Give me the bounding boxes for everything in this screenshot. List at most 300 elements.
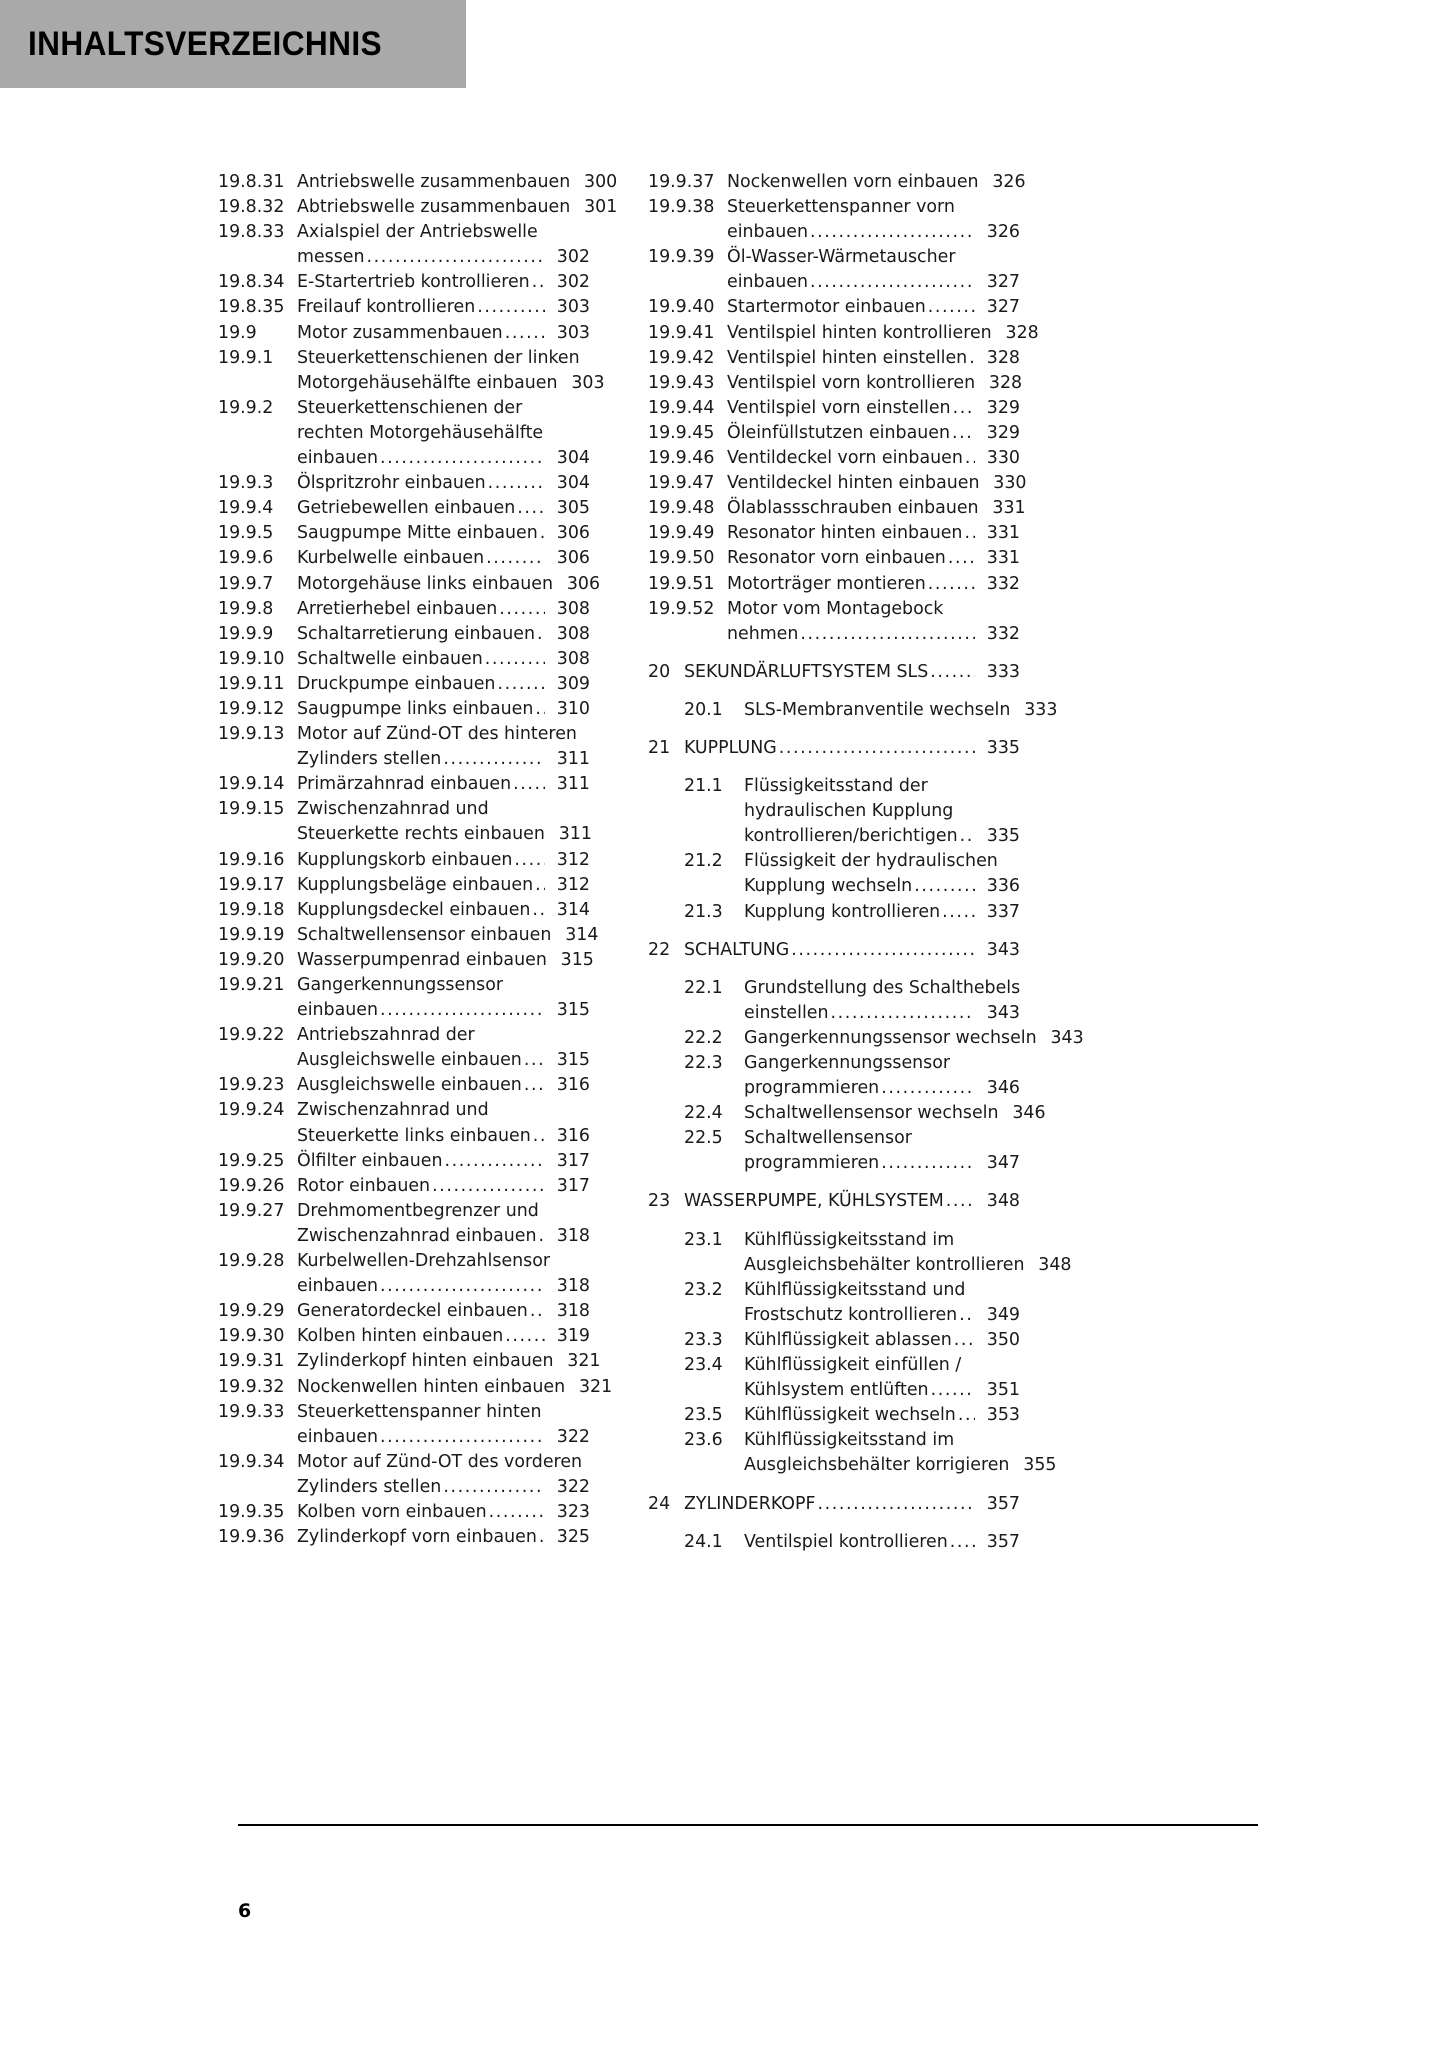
toc-entry[interactable] [648, 736, 1020, 761]
toc-entry[interactable] [218, 873, 590, 898]
toc-entry-number: 19.9.17 [218, 874, 285, 895]
toc-entry-title: Kolben vorn einbauen [297, 1501, 487, 1522]
toc-entry-page: 303 [556, 322, 590, 343]
toc-leader-dots [535, 697, 545, 722]
toc-entry[interactable] [218, 898, 590, 923]
toc-entry-title: Motor zusammenbauen [297, 322, 503, 343]
toc-entry-page: 309 [556, 673, 590, 694]
toc-entry-number: 19.9.23 [218, 1075, 285, 1096]
toc-entry[interactable] [648, 1051, 1020, 1101]
toc-entry-page: 346 [986, 1078, 1020, 1099]
toc-entry-body [297, 948, 594, 973]
toc-entry-number: 22.3 [684, 1053, 723, 1073]
toc-entry-number: 19.9.3 [218, 473, 274, 494]
toc-entry-body [727, 597, 1020, 647]
toc-leader-dots [539, 1224, 545, 1249]
toc-entry[interactable] [648, 1403, 1020, 1428]
toc-entry-title: Getriebewellen einbauen [297, 498, 516, 519]
toc-entry-body [297, 772, 590, 797]
toc-entry[interactable] [218, 346, 605, 396]
toc-leader-dots [540, 521, 545, 546]
toc-entry[interactable] [218, 321, 590, 346]
toc-leader-dots [499, 597, 545, 622]
toc-entry-number: 19.8.34 [218, 272, 285, 293]
toc-entry-body [727, 346, 1020, 371]
toc-entry-body [297, 1349, 601, 1374]
toc-entry[interactable] [648, 774, 1020, 849]
toc-entry[interactable] [218, 270, 590, 295]
toc-entry-page: 311 [556, 774, 590, 795]
toc-leader-dots [443, 1475, 545, 1500]
toc-entry-body [297, 471, 590, 496]
toc-entry[interactable] [648, 471, 1027, 496]
toc-entry-title: Ölspritzrohr einbauen [297, 473, 486, 494]
toc-entry-body [297, 672, 590, 697]
toc-entry-number: 19.9.14 [218, 774, 285, 795]
toc-entry-page: 318 [556, 1301, 590, 1322]
toc-entry-title: Ventildeckel hinten einbauen [727, 473, 980, 494]
toc-entry[interactable] [218, 1199, 590, 1249]
toc-entry-title: Ventilspiel hinten kontrollieren [727, 322, 992, 343]
toc-entry[interactable] [648, 1101, 1046, 1126]
toc-entry-number: 19.9.12 [218, 698, 285, 719]
toc-entry-page: 330 [986, 448, 1020, 469]
toc-leader-dots [959, 1303, 975, 1328]
toc-entry-body [684, 1189, 1020, 1214]
toc-entry-page: 343 [986, 1002, 1020, 1023]
toc-entry-title: SLS-Membranventile wechseln [744, 699, 1011, 720]
toc-entry-title: einbauen [297, 1276, 378, 1297]
toc-entry[interactable] [648, 1126, 1020, 1176]
toc-entry-body [297, 1073, 590, 1098]
toc-entry-title: Gangerkennungssensor wechseln [744, 1027, 1037, 1048]
toc-entry-title: Ventilspiel kontrollieren [744, 1531, 948, 1552]
toc-entry-page: 329 [986, 422, 1020, 443]
toc-entry-body [727, 371, 1023, 396]
toc-entry-number: 19.9.5 [218, 523, 274, 544]
toc-entry[interactable] [218, 973, 590, 1023]
toc-entry-number: 22.2 [684, 1027, 723, 1048]
toc-leader-dots [514, 848, 545, 873]
toc-entry-title: Zylinderkopf vorn einbauen [297, 1527, 537, 1548]
toc-entry-page: 328 [988, 372, 1023, 393]
toc-leader-dots [486, 546, 545, 571]
toc-entry[interactable] [648, 976, 1020, 1026]
toc-entry-title: Schaltwellensensor wechseln [744, 1103, 999, 1124]
toc-entry-body [744, 1101, 1046, 1126]
toc-leader-dots [380, 1425, 545, 1450]
toc-entry[interactable] [218, 1450, 590, 1500]
toc-entry[interactable] [218, 1149, 590, 1174]
toc-entry[interactable] [218, 572, 601, 597]
toc-leader-dots [958, 1403, 975, 1428]
toc-entry-page: 337 [986, 901, 1020, 922]
toc-leader-dots [443, 747, 545, 772]
toc-entry-title: Kupplung wechseln [744, 876, 913, 897]
toc-entry-page: 328 [986, 347, 1020, 368]
toc-entry-number: 19.9.37 [648, 172, 715, 192]
toc-entry[interactable] [648, 446, 1020, 471]
toc-entry[interactable] [648, 1026, 1084, 1051]
toc-leader-dots [517, 496, 545, 521]
toc-entry-number: 19.8.33 [218, 222, 285, 243]
toc-entry-number: 22.5 [684, 1128, 723, 1149]
toc-entry-body [727, 321, 1039, 346]
toc-entry-title: E-Startertrieb kontrollieren [297, 272, 530, 293]
toc-entry-body [744, 1428, 1057, 1478]
toc-leader-dots [524, 1073, 545, 1098]
toc-entry-body [727, 546, 1020, 571]
toc-entry[interactable] [648, 170, 1026, 195]
toc-leader-dots [432, 1174, 545, 1199]
toc-entry[interactable] [648, 1328, 1020, 1353]
toc-entry-title: Kühlflüssigkeit einfüllen / [744, 1355, 962, 1376]
toc-entry[interactable] [218, 1073, 590, 1098]
toc-entry-number: 19.9 [218, 322, 257, 343]
toc-leader-dots [950, 1530, 975, 1555]
toc-entry-title: Generatordeckel einbauen [297, 1301, 528, 1322]
toc-entry-title: einbauen [297, 1000, 378, 1021]
toc-entry[interactable] [218, 220, 590, 270]
toc-entry-title: Ventildeckel vorn einbauen [727, 448, 963, 469]
toc-entry[interactable] [218, 1525, 590, 1550]
toc-leader-dots [930, 660, 975, 685]
toc-entry-page: 317 [556, 1150, 590, 1171]
toc-entry-title: Steuerkette rechts einbauen [297, 824, 545, 845]
toc-entry-number: 19.9.29 [218, 1301, 285, 1322]
toc-entry-title: Kupplungskorb einbauen [297, 849, 513, 870]
toc-entry-page: 331 [992, 498, 1026, 519]
toc-leader-dots [914, 874, 975, 899]
toc-leader-dots [489, 1500, 545, 1525]
toc-entry-number: 19.9.15 [218, 799, 285, 820]
toc-entry-body [297, 797, 590, 847]
toc-leader-dots [942, 900, 975, 925]
toc-entry-body [297, 1174, 590, 1199]
toc-entry-body [297, 697, 590, 722]
toc-entry-page: 316 [556, 1075, 590, 1096]
toc-entry-number: 21.2 [684, 851, 723, 872]
toc-entry-number: 19.9.13 [218, 724, 285, 745]
toc-entry-number: 19.8.32 [218, 197, 285, 218]
toc-entry-page: 331 [986, 523, 1020, 544]
toc-entry[interactable] [648, 1492, 1020, 1517]
toc-entry-body [297, 898, 590, 923]
toc-leader-dots [524, 1048, 545, 1073]
toc-entry-title: ZYLINDERKOPF [684, 1493, 816, 1514]
toc-entry-number: 19.9.38 [648, 197, 715, 218]
toc-leader-dots [946, 1189, 975, 1214]
toc-entry-page: 330 [993, 473, 1027, 494]
toc-entry-page: 319 [556, 1326, 590, 1347]
toc-entry[interactable] [218, 195, 618, 220]
toc-leader-dots [532, 898, 545, 923]
toc-entry-title: Resonator hinten einbauen [727, 523, 963, 544]
toc-entry-title: Ausgleichswelle einbauen [297, 1075, 522, 1096]
toc-entry[interactable] [648, 572, 1020, 597]
toc-entry-title: Schaltwelle einbauen [297, 648, 483, 669]
toc-entry-number: 23.5 [684, 1405, 723, 1426]
toc-entry-title: nehmen [727, 623, 799, 644]
toc-leader-dots [881, 1076, 975, 1101]
toc-entry[interactable] [648, 521, 1020, 546]
toc-entry[interactable] [218, 1299, 590, 1324]
toc-entry-title: Gangerkennungssensor [297, 975, 504, 995]
toc-entry-title: Ausgleichswelle einbauen [297, 1050, 522, 1071]
toc-entry-body [684, 660, 1020, 685]
toc-entry-title: Saugpumpe Mitte einbauen [297, 523, 538, 544]
toc-entry-title: Startermotor einbauen [727, 297, 926, 318]
toc-entry[interactable] [218, 546, 590, 571]
toc-entry-page: 306 [556, 523, 590, 544]
toc-entry[interactable] [218, 597, 590, 622]
toc-entry-page: 349 [986, 1304, 1020, 1325]
toc-entry[interactable] [218, 647, 590, 672]
toc-entry-title: Motorgehäusehälfte einbauen [297, 372, 558, 393]
toc-entry-title: Steuerkettenschienen der linken [297, 347, 580, 368]
toc-entry-page: 332 [986, 573, 1020, 594]
toc-entry[interactable] [218, 1249, 590, 1299]
toc-entry[interactable] [648, 900, 1020, 925]
toc-entry-body [727, 295, 1020, 320]
toc-entry-title: Primärzahnrad einbauen [297, 774, 512, 795]
toc-entry-number: 19.8.35 [218, 297, 285, 318]
toc-entry-title: Zylinders stellen [297, 1476, 442, 1497]
toc-entry[interactable] [218, 848, 590, 873]
toc-leader-dots [380, 1274, 545, 1299]
toc-entry-page: 303 [556, 297, 590, 318]
toc-entry[interactable] [648, 1353, 1020, 1403]
toc-entry-body [744, 774, 1020, 849]
toc-entry[interactable] [648, 295, 1020, 320]
toc-entry[interactable] [648, 1428, 1057, 1478]
toc-entry-page: 300 [584, 172, 618, 192]
toc-entry[interactable] [218, 697, 590, 722]
toc-entry[interactable] [218, 1400, 590, 1450]
toc-entry[interactable] [218, 948, 594, 973]
toc-leader-dots [953, 396, 975, 421]
toc-entry-body [297, 973, 590, 1023]
toc-entry-title: Antriebswelle zusammenbauen [297, 172, 571, 192]
toc-entry-page: 318 [556, 1225, 590, 1246]
toc-leader-dots [530, 1299, 545, 1324]
toc-entry-title: Ölablassschrauben einbauen [727, 498, 979, 519]
toc-entry-body [297, 1299, 590, 1324]
toc-entry-body [744, 1126, 1020, 1176]
toc-leader-dots [960, 824, 975, 849]
toc-entry-title: einbauen [727, 222, 808, 243]
toc-entry-title: Zylinders stellen [297, 749, 442, 770]
toc-entry[interactable] [218, 496, 590, 521]
toc-entry-page: 314 [556, 899, 590, 920]
toc-entry-title: programmieren [744, 1153, 880, 1174]
toc-entry-title: Kühlflüssigkeitsstand und [744, 1279, 966, 1300]
toc-entry-body [297, 848, 590, 873]
page-title: INHALTSVERZEICHNIS [28, 24, 382, 63]
toc-leader-dots [931, 1378, 975, 1403]
toc-entry-page: 326 [992, 172, 1026, 192]
toc-entry[interactable] [218, 471, 590, 496]
toc-leader-dots [810, 220, 975, 245]
toc-entry-body [744, 1051, 1020, 1101]
toc-entry-title: Frostschutz kontrollieren [744, 1304, 958, 1325]
toc-entry[interactable] [648, 1530, 1020, 1555]
toc-entry-number: 23 [648, 1191, 671, 1212]
toc-entry-number: 20.1 [684, 699, 723, 720]
toc-entry-body [744, 698, 1058, 723]
toc-entry-number: 22.1 [684, 977, 723, 998]
toc-entry-number: 19.9.35 [218, 1501, 285, 1522]
toc-leader-dots [497, 672, 545, 697]
toc-entry-page: 323 [556, 1501, 590, 1522]
toc-entry-title: Kolben hinten einbauen [297, 1326, 504, 1347]
toc-entry-page: 308 [556, 648, 590, 669]
toc-leader-dots [928, 572, 975, 597]
toc-leader-dots [800, 622, 975, 647]
toc-entry-page: 306 [566, 573, 601, 594]
toc-entry[interactable] [648, 346, 1020, 371]
toc-entry-title: Nockenwellen hinten einbauen [297, 1376, 566, 1397]
toc-entry[interactable] [218, 722, 590, 772]
toc-entry[interactable] [218, 1500, 590, 1525]
toc-entry-number: 19.9.33 [218, 1401, 285, 1422]
toc-entry-body [297, 295, 590, 320]
toc-entry[interactable] [648, 698, 1058, 723]
toc-entry-title: Antriebszahnrad der [297, 1025, 475, 1046]
toc-entry-page: 302 [556, 272, 590, 293]
toc-entry[interactable] [218, 772, 590, 797]
toc-leader-dots [505, 321, 545, 346]
toc-entry[interactable] [648, 849, 1020, 899]
toc-entry-title: Zwischenzahnrad und [297, 1100, 489, 1121]
toc-entry-number: 19.9.2 [218, 397, 274, 418]
toc-entry[interactable] [218, 797, 590, 847]
toc-entry-number: 19.9.11 [218, 673, 285, 694]
toc-entry-number: 19.9.16 [218, 849, 285, 870]
toc-entry-page: 305 [556, 498, 590, 519]
toc-entry[interactable] [218, 1375, 613, 1400]
toc-entry-number: 19.9.19 [218, 924, 285, 945]
toc-entry-number: 19.9.49 [648, 523, 715, 544]
toc-entry-body [297, 1500, 590, 1525]
toc-entry-page: 322 [556, 1426, 590, 1447]
toc-entry-body [727, 572, 1020, 597]
toc-entry-title: Kühlflüssigkeit ablassen [744, 1329, 952, 1350]
toc-entry-body [297, 1098, 590, 1148]
table-of-contents [0, 170, 1445, 1555]
toc-entry-body [297, 1324, 590, 1349]
toc-entry-title: Motor auf Zünd-OT des vorderen [297, 1451, 583, 1472]
toc-entry-title: Abtriebswelle zusammenbauen [297, 197, 571, 218]
toc-entry[interactable] [648, 546, 1020, 571]
toc-entry-number: 23.6 [684, 1430, 723, 1451]
toc-entry-title: Zwischenzahnrad und [297, 799, 489, 820]
toc-entry[interactable] [648, 938, 1020, 963]
toc-entry-number: 19.9.30 [218, 1326, 285, 1347]
toc-entry-title: Drehmomentbegrenzer und [297, 1200, 539, 1221]
toc-entry-body [744, 1530, 1020, 1555]
toc-entry-page: 303 [571, 372, 605, 393]
toc-entry-body [297, 647, 590, 672]
toc-entry-title: Steuerkettenspanner hinten [297, 1401, 542, 1422]
toc-entry-title: rechten Motorgehäusehälfte [297, 422, 544, 443]
toc-entry[interactable] [648, 321, 1039, 346]
toc-entry[interactable] [218, 1098, 590, 1148]
toc-entry[interactable] [648, 1278, 1020, 1328]
toc-entry[interactable] [648, 1228, 1072, 1278]
toc-entry-number: 19.9.51 [648, 573, 715, 594]
toc-entry-page: 322 [556, 1476, 590, 1497]
toc-entry[interactable] [218, 295, 590, 320]
toc-entry-number: 19.9.1 [218, 347, 274, 368]
toc-entry[interactable] [218, 622, 590, 647]
toc-entry[interactable] [648, 371, 1023, 396]
toc-entry[interactable] [218, 170, 618, 195]
toc-entry-page: 348 [986, 1191, 1020, 1212]
toc-entry-body [297, 597, 590, 622]
toc-entry[interactable] [648, 597, 1020, 647]
toc-entry[interactable] [218, 1023, 590, 1073]
toc-entry-body [727, 521, 1020, 546]
toc-entry[interactable] [648, 496, 1026, 521]
toc-entry-page: 311 [558, 824, 592, 845]
toc-leader-dots [965, 446, 975, 471]
toc-entry-page: 321 [578, 1376, 613, 1397]
toc-entry[interactable] [218, 1349, 601, 1374]
toc-entry-number: 19.8.31 [218, 172, 285, 192]
toc-entry-page: 315 [556, 1000, 590, 1021]
toc-entry-number: 22.4 [684, 1103, 723, 1124]
toc-leader-dots [537, 622, 545, 647]
toc-entry[interactable] [218, 1324, 590, 1349]
toc-entry-number: 19.9.50 [648, 548, 715, 569]
toc-entry-body [297, 572, 601, 597]
toc-entry[interactable] [218, 923, 599, 948]
toc-entry-title: Zylinderkopf hinten einbauen [297, 1351, 554, 1372]
toc-entry-title: Flüssigkeit der hydraulischen [744, 851, 998, 872]
toc-entry[interactable] [218, 396, 590, 471]
toc-entry-title: einbauen [297, 448, 378, 469]
toc-entry-page: 317 [556, 1175, 590, 1196]
toc-entry-title: SCHALTUNG [684, 939, 790, 960]
toc-entry[interactable] [218, 1174, 590, 1199]
toc-entry-page: 325 [556, 1527, 590, 1548]
toc-entry-body [744, 849, 1020, 899]
toc-entry-page: 329 [986, 397, 1020, 418]
toc-leader-dots [535, 873, 545, 898]
toc-entry-title: Kupplungsbeläge einbauen [297, 874, 534, 895]
toc-leader-dots [969, 346, 975, 371]
toc-entry-title: Schaltwellensensor einbauen [297, 924, 552, 945]
toc-entry-body [744, 900, 1020, 925]
toc-entry[interactable] [648, 660, 1020, 685]
toc-entry[interactable] [218, 672, 590, 697]
toc-entry[interactable] [648, 396, 1020, 421]
toc-entry[interactable] [648, 421, 1020, 446]
toc-entry[interactable] [218, 521, 590, 546]
toc-entry[interactable] [648, 1189, 1020, 1214]
toc-leader-dots [539, 1525, 545, 1550]
toc-entry-number: 22 [648, 939, 671, 960]
toc-entry-title: Steuerkettenspanner vorn [727, 197, 955, 218]
toc-entry-title: Arretierhebel einbauen [297, 598, 498, 619]
toc-entry-title: Ölfilter einbauen [297, 1150, 443, 1171]
toc-entry-number: 19.9.34 [218, 1451, 285, 1472]
toc-entry[interactable] [648, 195, 1020, 245]
toc-entry-title: Kühlflüssigkeitsstand im [744, 1229, 955, 1250]
toc-leader-dots [380, 446, 545, 471]
toc-entry[interactable] [648, 245, 1020, 295]
